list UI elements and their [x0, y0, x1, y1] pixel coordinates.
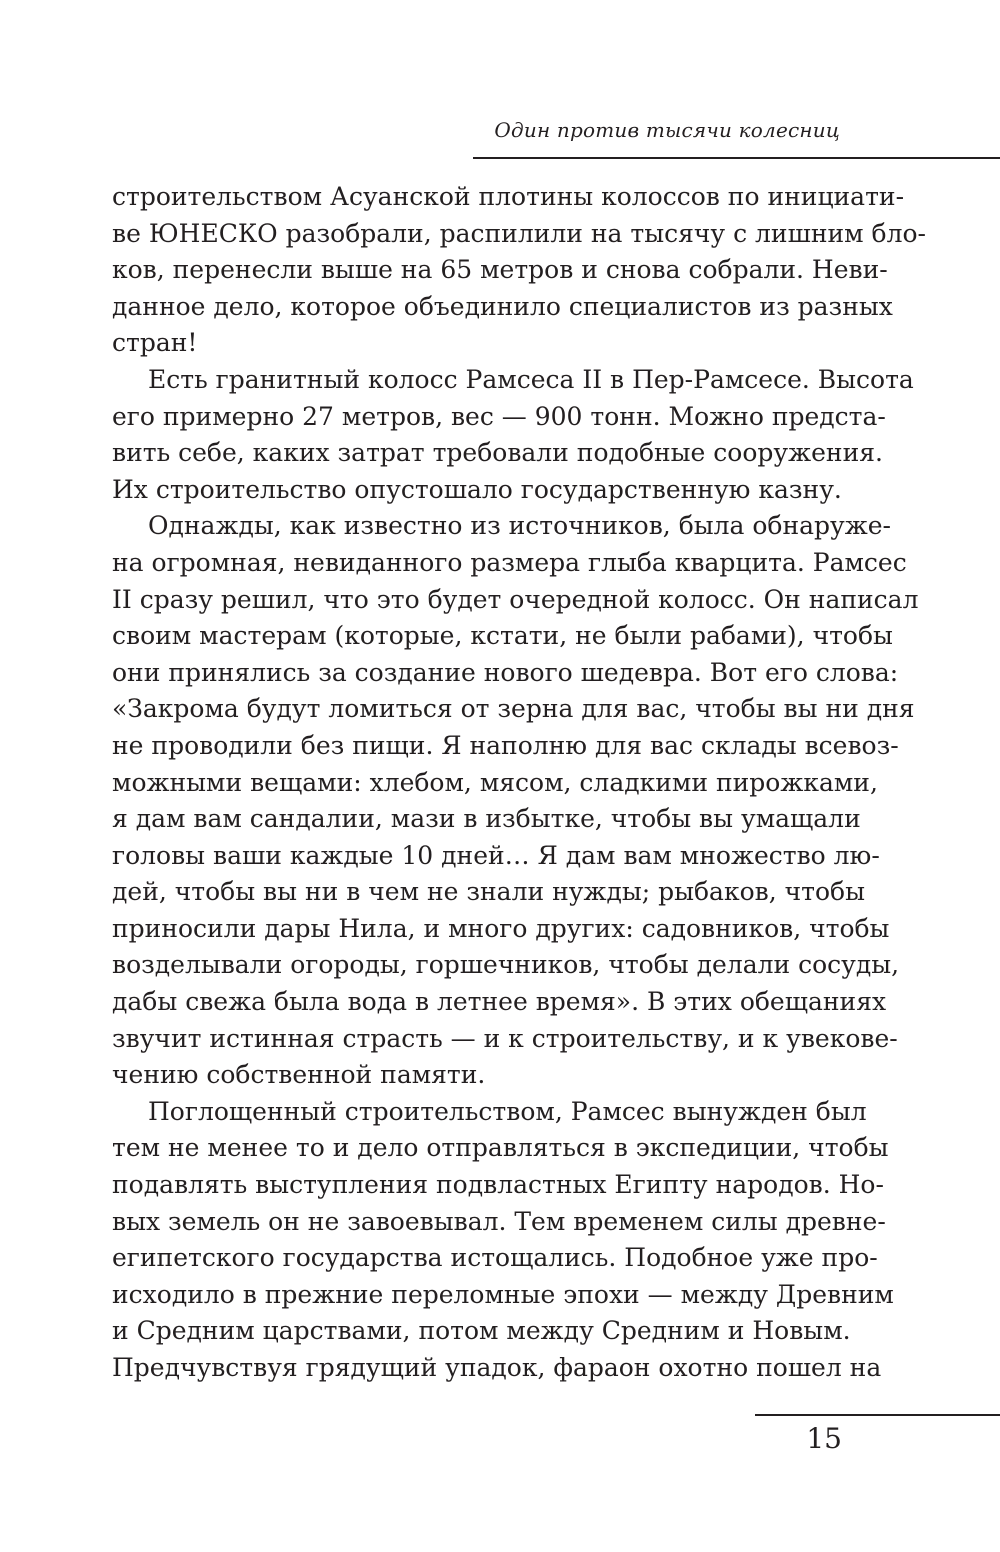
text-line: данное дело, которое объединило специалистов из разных [112, 291, 893, 321]
text-line: звучит истинная страсть — и к строительству, и к увекове- [112, 1023, 898, 1053]
paragraph-first-line: Есть гранитный колосс Рамсеса II в Пер-Рамсесе. Высота [148, 364, 914, 394]
text-line: на огромная, невиданного размера глыба кварцита. Рамсес [112, 547, 907, 577]
text-line: тем не менее то и дело отправляться в экспедиции, чтобы [112, 1133, 889, 1163]
text-line: я дам вам сандалии, мази в избытке, чтобы вы умащали [112, 804, 861, 834]
text-line: чению собственной памяти. [112, 1060, 486, 1090]
text-line: головы ваши каждые 10 дней… Я дам вам множество лю- [112, 840, 880, 870]
text-line: II сразу решил, что это будет очередной колосс. Он написал [112, 584, 919, 614]
text-line: приносили дары Нила, и много других: садовников, чтобы [112, 913, 890, 943]
text-line: своим мастерам (которые, кстати, не были рабами), чтобы [112, 621, 893, 651]
text-line: дабы свежа была вода в летнее время». В этих обещаниях [112, 987, 887, 1017]
text-line: «Закрома будут ломиться от зерна для вас, чтобы вы ни дня [112, 694, 915, 724]
text-line: Их строительство опустошало государственную казну. [112, 474, 842, 504]
text-line: Предчувствуя грядущий упадок, фараон охотно пошел на [112, 1353, 882, 1382]
footer-rule [755, 1414, 1000, 1416]
text-line: подавлять выступления подвластных Египту народов. Но- [112, 1170, 884, 1200]
text-line: возделывали огороды, горшечников, чтобы делали сосуды, [112, 950, 900, 980]
text-line: стран! [112, 328, 198, 358]
text-line: ков, перенесли выше на 65 метров и снова собрали. Неви- [112, 255, 888, 285]
text-line: и Средним царствами, потом между Средним и Новым. [112, 1316, 851, 1346]
text-line: вых земель он не завоевывал. Тем временем силы древне- [112, 1206, 886, 1236]
running-head-title: Один против тысячи колесниц [494, 118, 840, 142]
text-line: они принялись за создание нового шедевра. Вот его слова: [112, 657, 899, 687]
text-line: не проводили без пищи. Я наполню для вас склады всевоз- [112, 730, 899, 760]
page-number: 15 [806, 1422, 842, 1455]
text-line: дей, чтобы вы ни в чем не знали нужды; рыбаков, чтобы [112, 877, 865, 907]
text-line: вить себе, каких затрат требовали подобные сооружения. [112, 438, 883, 468]
text-line: его примерно 27 метров, вес — 900 тонн. Можно предста- [112, 401, 886, 431]
paragraph-first-line: Поглощенный строительством, Рамсес вынужден был [148, 1096, 867, 1126]
text-line: можными вещами: хлебом, мясом, сладкими пирожками, [112, 767, 878, 797]
paragraph-first-line: Однажды, как известно из источников, была обнаруже- [148, 511, 891, 541]
header-rule [473, 157, 1000, 159]
text-line: ве ЮНЕСКО разобрали, распилили на тысячу с лишним бло- [112, 218, 926, 248]
text-line: исходило в прежние переломные эпохи — между Древним [112, 1279, 894, 1309]
text-line: строительством Асуанской плотины колоссов по инициати- [112, 182, 905, 211]
text-line: египетского государства истощались. Подобное уже про- [112, 1243, 878, 1273]
page-body-text [112, 179, 926, 1387]
